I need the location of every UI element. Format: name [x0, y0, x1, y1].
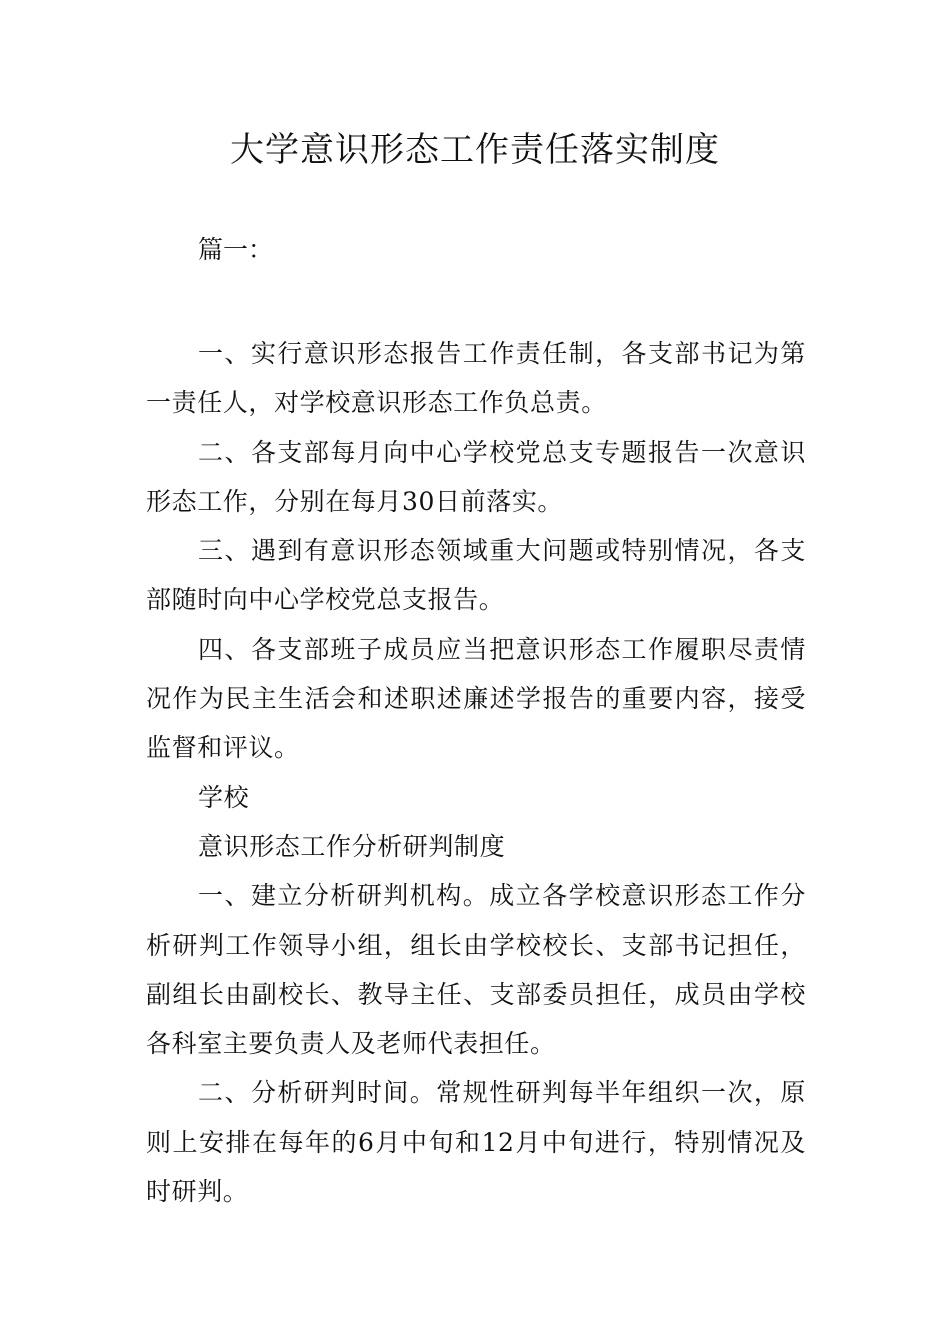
paragraph-monthly-report: 二、各支部每月向中心学校党总支专题报告一次意识形态工作，分别在每月30日前落实。 — [146, 437, 806, 516]
document-title: 大学意识形态工作责任落实制度 — [230, 130, 720, 170]
paragraph-school: 学校 — [198, 782, 250, 812]
subheading-analysis-system: 意识形态工作分析研判制度 — [198, 831, 506, 861]
paragraph-responsibility-system: 一、实行意识形态报告工作责任制，各支部书记为第一责任人，对学校意识形态工作负总责。 — [146, 339, 806, 418]
paragraph-analysis-body: 一、建立分析研判机构。成立各学校意识形态工作分析研判工作领导小组，组长由学校校长、支部书记担任，副组长由副校长、教导主任、支部委员担任，成员由学校各科室主要负责人及老师代表担任。 — [146, 881, 806, 1059]
paragraph-major-issues: 三、遇到有意识形态领域重大问题或特别情况，各支部随时向中心学校党总支报告。 — [146, 536, 806, 615]
document-body — [146, 329, 806, 1216]
paragraph-leadership-duty: 四、各支部班子成员应当把意识形态工作履职尽责情况作为民主生活会和述职述廉述学报告的重要内容，接受监督和评议。 — [146, 634, 806, 763]
section-label: 篇一： — [198, 235, 274, 264]
paragraph-analysis-time: 二、分析研判时间。常规性研判每半年组织一次，原则上安排在每年的6月中旬和12月中旬进行，特别情况及时研判。 — [146, 1078, 806, 1207]
